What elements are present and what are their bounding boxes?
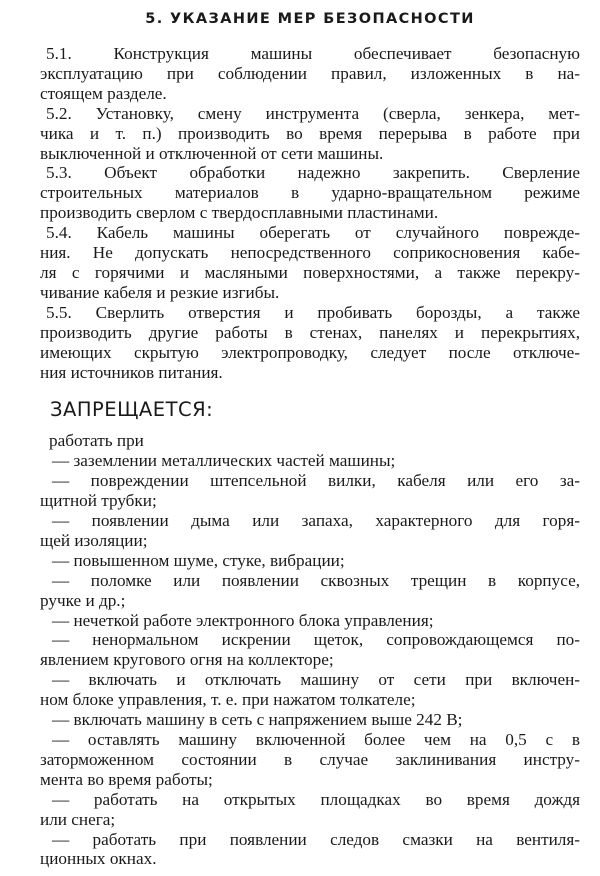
text-line: 5.4. Кабель машины оберегать от случайного поврежде- — [46, 223, 580, 243]
list-item — [40, 611, 580, 631]
list-line: щей изоляции; — [40, 530, 148, 550]
work-at-label: работать при — [49, 431, 144, 451]
paragraph-5-2 — [40, 104, 580, 164]
list-item — [40, 471, 580, 511]
list-line: — оставлять машину включенной более чем на 0,5 с в — [52, 730, 580, 749]
list-item — [40, 630, 580, 670]
paragraph-5-1 — [40, 44, 580, 104]
text-line: ния источников питания. — [40, 362, 223, 382]
text-line: эксплуатацию при соблюдении правил, изложенных в на- — [40, 63, 580, 83]
paragraph-5-3 — [40, 163, 580, 223]
list-item — [40, 830, 580, 870]
list-line: — появлении дыма или запаха, характерного для горя- — [52, 511, 580, 531]
list-line: — поломке или появлении сквозных трещин в корпусе, — [52, 570, 580, 590]
list-line: ном блоке управления, т. е. при нажатом толкателе; — [40, 690, 416, 710]
list-line: ционных окнах. — [40, 849, 157, 869]
list-line: мента во время работы; — [40, 769, 213, 789]
text-line: 5.5. Сверлить отверстия и пробивать борозды, а также — [46, 302, 580, 322]
list-line: ручке и др.; — [40, 590, 126, 610]
list-item — [40, 511, 580, 551]
text-line: выключенной и отключенной от сети машины. — [40, 143, 384, 163]
list-item — [40, 790, 580, 830]
list-item — [40, 571, 580, 611]
list-line: или снега; — [40, 809, 116, 829]
text-line: чика и т. п.) производить во время перерыва в работе при — [40, 123, 580, 143]
list-line: — включать машину в сеть с напряжением выше 242 В; — [52, 710, 463, 730]
list-item — [40, 551, 580, 571]
list-line: щитной трубки; — [40, 491, 157, 511]
section-title: 5. УКАЗАНИЕ МЕР БЕЗОПАСНОСТИ — [145, 11, 475, 27]
list-line: явлением кругового огня на коллекторе; — [40, 650, 334, 670]
text-line: 5.2. Установку, смену инструмента (сверла, зенкера, мет- — [46, 103, 580, 123]
list-line: — нечеткой работе электронного блока управления; — [52, 610, 434, 630]
document-page — [40, 8, 580, 869]
text-line: производить сверлом с твердосплавными пластинами. — [40, 203, 439, 223]
text-line: ния. Не допускать непосредственного соприкосновения кабе- — [40, 243, 580, 263]
list-line: — работать при появлении следов смазки на вентиля- — [52, 829, 580, 849]
text-line: чивание кабеля и резкие изгибы. — [40, 282, 280, 302]
paragraph-5-5 — [40, 303, 580, 383]
list-line: — повреждении штепсельной вилки, кабеля или его за- — [52, 471, 580, 491]
list-line: заторможенном состоянии в случае заклинивания инстру- — [40, 749, 580, 769]
list-line: — повышенном шуме, стуке, вибрации; — [52, 550, 345, 570]
text-line: 5.3. Объект обработки надежно закрепить. Сверление — [46, 163, 580, 183]
forbidden-list — [40, 451, 580, 869]
text-line: стоящем разделе. — [40, 83, 167, 103]
list-line: — ненормальном искрении щеток, сопровождающемся по- — [52, 630, 580, 650]
list-line: — работать на открытых площадках во время дождя — [52, 789, 580, 809]
list-line: — заземлении металлических частей машины; — [52, 451, 396, 471]
list-line: — включать и отключать машину от сети при включен- — [52, 670, 580, 690]
text-line: ля с горячими и масляными поверхностями, а также перекру- — [40, 262, 580, 282]
forbidden-heading: ЗАПРЕЩАЕТСЯ: — [50, 398, 214, 422]
text-line: 5.1. Конструкция машины обеспечивает безопасную — [46, 44, 580, 63]
text-line: имеющих скрытую электропроводку, следует после отключе- — [40, 342, 580, 362]
text-line: строительных материалов в ударно-вращательном режиме — [40, 183, 580, 203]
list-item — [40, 710, 580, 730]
list-item — [40, 451, 580, 471]
list-item — [40, 730, 580, 790]
text-line: производить другие работы в стенах, панелях и перекрытиях, — [40, 322, 580, 342]
list-item — [40, 670, 580, 710]
paragraph-5-4 — [40, 223, 580, 303]
